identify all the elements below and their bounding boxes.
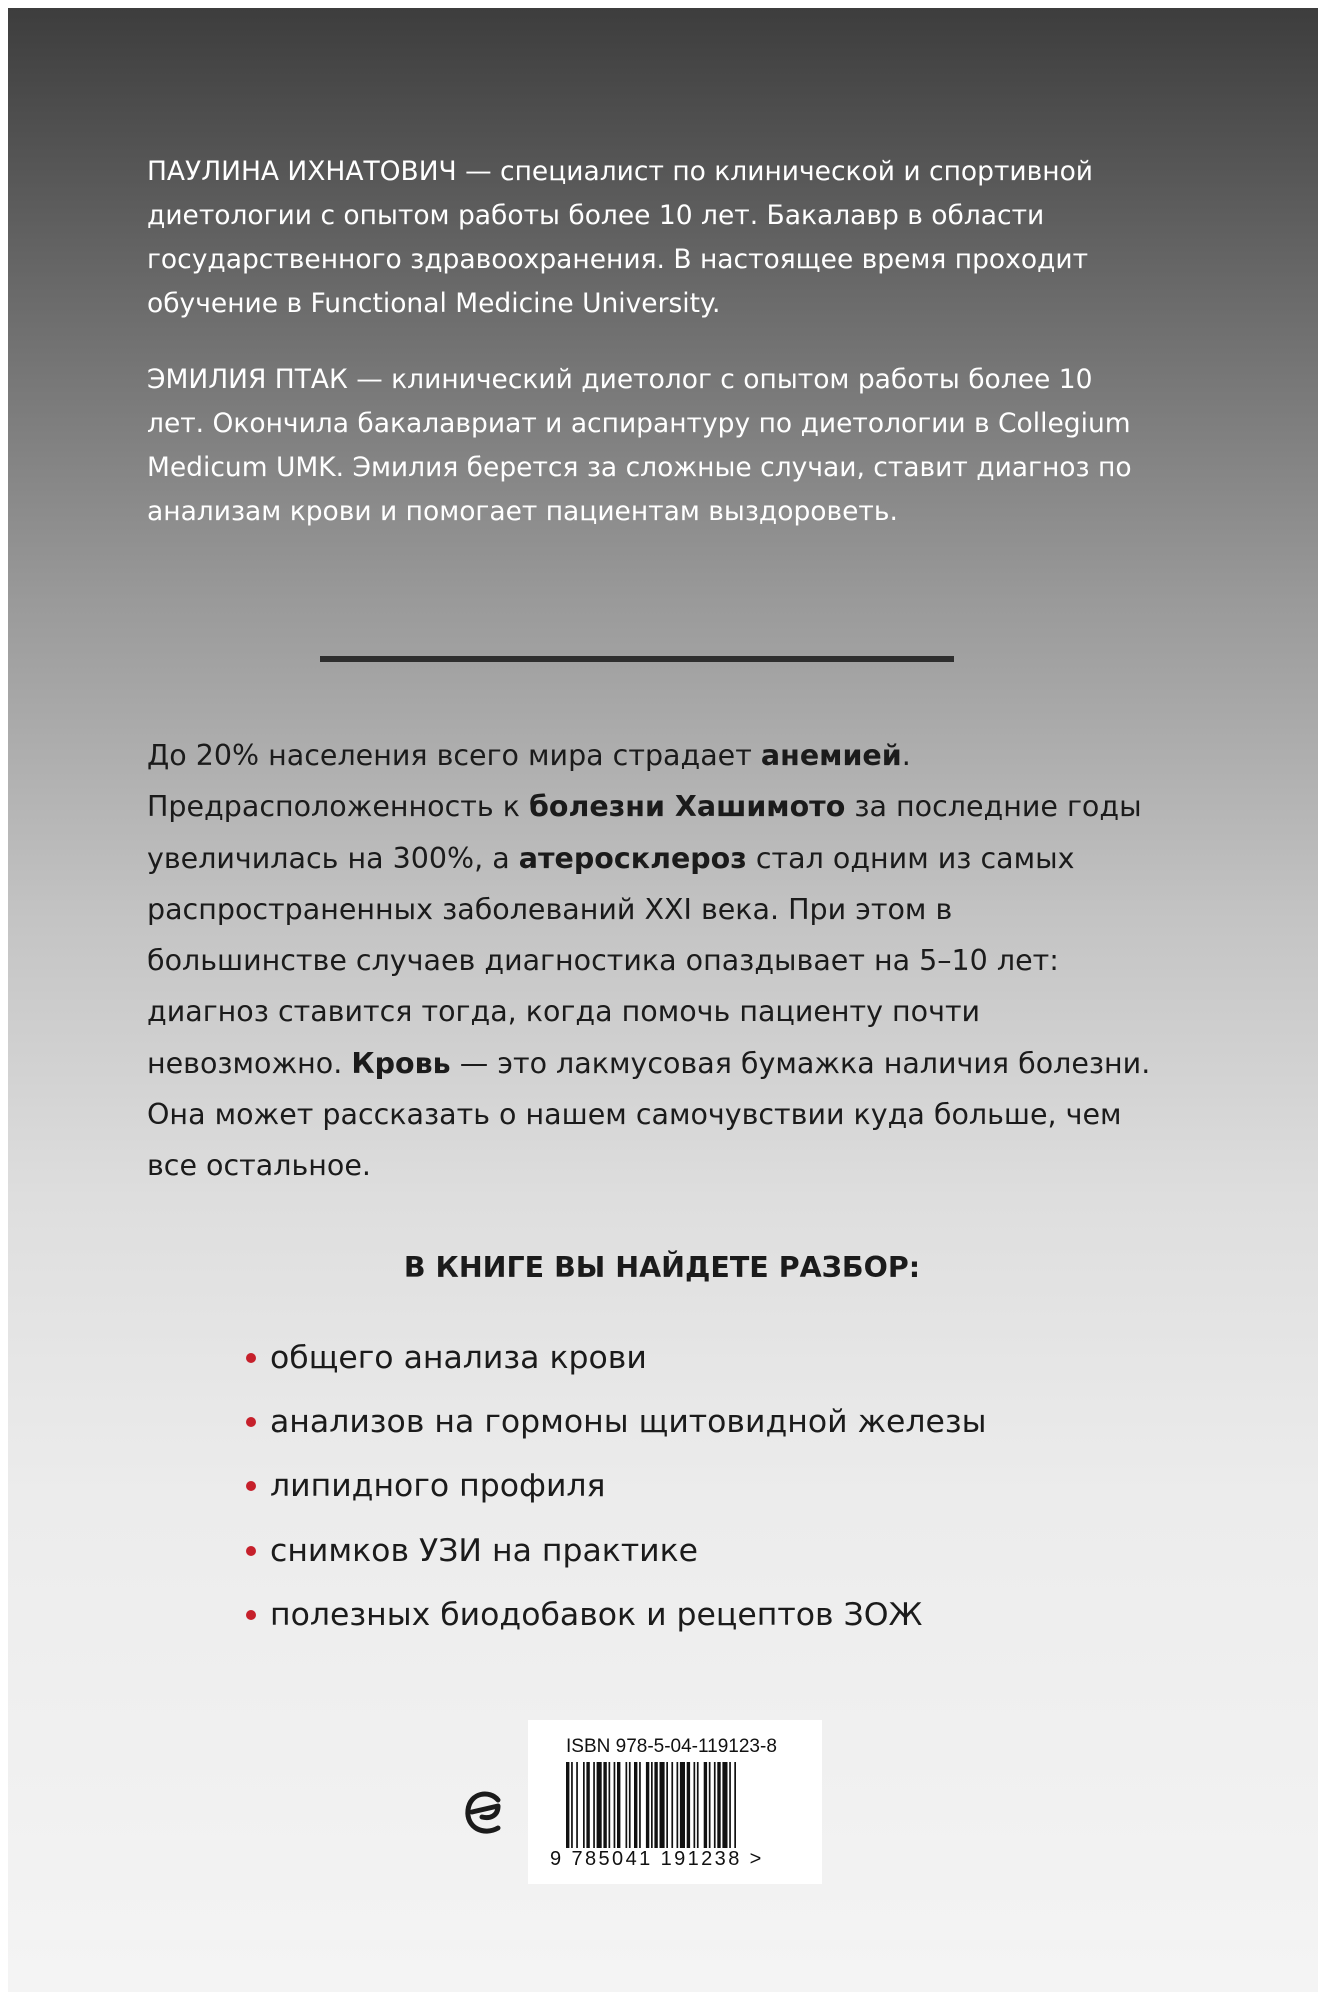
description-text-2: . Предрасположенность к — [147, 739, 911, 824]
description-text-5: — это лакмусовая бумажка наличия болезни. Она может рассказать о нашем самочувствии куда больше, чем все остальное. — [147, 1046, 1151, 1183]
barcode-bar — [714, 1762, 716, 1850]
barcode-bar — [634, 1762, 637, 1850]
author-bio-ikhnatovich: ПАУЛИНА ИХНАТОВИЧ — специалист по клинической и спортивной диетологии с опытом работы более 10 лет. Бакалавр в области государственного здравоохранения. В настоящее время проходит обучение в Functional Medicine University. — [147, 156, 1094, 319]
barcode-bar — [629, 1762, 631, 1850]
barcode-bar — [697, 1762, 699, 1850]
section-divider — [320, 656, 954, 662]
list-item — [240, 1454, 986, 1518]
barcode-bar — [734, 1762, 736, 1858]
barcode-bar — [609, 1762, 611, 1850]
barcode-bar — [651, 1762, 653, 1858]
barcode-bar — [566, 1762, 569, 1858]
bullet-icon — [246, 1353, 256, 1363]
barcode-bar — [576, 1762, 578, 1850]
barcode-bar — [646, 1762, 649, 1850]
list-item — [240, 1390, 986, 1454]
barcode-bar — [571, 1762, 573, 1858]
barcode-bar — [639, 1762, 641, 1850]
book-description — [147, 730, 1157, 1192]
description-text-4: стал одним из самых распространенных заболеваний XXI века. При этом в большинстве случаев диагностика опаздывает на 5–10 лет: диагноз ставится тогда, когда помочь пациенту почти невозможно. — [147, 841, 1075, 1080]
list-item-text: снимков УЗИ на практике — [270, 1532, 699, 1569]
bullet-icon — [246, 1481, 256, 1491]
barcode-bar — [617, 1762, 620, 1850]
barcode-bar — [680, 1762, 685, 1850]
book-contents-list — [240, 1326, 986, 1647]
barcode-bar — [722, 1762, 727, 1850]
bullet-icon — [246, 1417, 256, 1427]
list-item-text: полезных биодобавок и рецептов ЗОЖ — [270, 1596, 923, 1633]
list-item-text: общего анализа крови — [270, 1340, 647, 1376]
barcode-bar — [717, 1762, 720, 1850]
barcode-bar — [593, 1762, 595, 1850]
barcode-bar — [694, 1762, 696, 1850]
barcode-bar — [687, 1762, 690, 1850]
barcode-bar — [583, 1762, 585, 1850]
barcode-bar — [677, 1762, 679, 1850]
list-item — [240, 1519, 986, 1583]
barcode-bar — [660, 1762, 665, 1850]
barcode-bar — [603, 1762, 606, 1850]
publisher-logo-icon — [460, 1786, 506, 1842]
description-text-1: До 20% населения всего мира страдает — [147, 739, 761, 772]
barcode-digits: 9 785041 191238 > — [550, 1848, 764, 1870]
isbn-barcode — [528, 1720, 822, 1884]
book-back-cover — [8, 8, 1318, 1992]
barcode-bar — [614, 1762, 616, 1850]
list-item-text: анализов на гормоны щитовидной железы — [270, 1404, 987, 1441]
description-bold-blood: Кровь — [351, 1046, 451, 1080]
book-contents-heading: В КНИГЕ ВЫ НАЙДЕТЕ РАЗБОР: — [403, 1251, 921, 1284]
barcode-bar — [586, 1762, 589, 1850]
bullet-icon — [246, 1610, 256, 1620]
description-text-3: за последние годы увеличилась на 300%, а — [147, 790, 1142, 875]
description-bold-anemia: анемией — [760, 739, 902, 772]
barcode-bar — [626, 1762, 628, 1850]
isbn-label: ISBN 978-5-04-119123-8 — [566, 1736, 777, 1757]
list-item — [240, 1583, 986, 1647]
barcode-bar — [666, 1762, 668, 1850]
bullet-icon — [246, 1546, 256, 1556]
list-item-text: липидного профиля — [270, 1468, 606, 1505]
author-bio-ptak: ЭМИЛИЯ ПТАК — клинический диетолог с опытом работы более 10 лет. Окончила бакалавриат и аспирантуру по диетологии в Collegium Medicum UMK. Эмилия берется за сложные случаи, ставит диагноз по анализам крови и помогает пациентам выздороветь. — [147, 364, 1132, 527]
description-bold-atherosclerosis: атеросклероз — [518, 841, 747, 875]
barcode-bar — [597, 1762, 602, 1850]
list-item — [240, 1326, 986, 1390]
barcode-bar — [671, 1762, 673, 1850]
barcode-bar — [704, 1762, 707, 1850]
barcode-bars-icon — [564, 1762, 788, 1858]
barcode-bar — [709, 1762, 711, 1850]
description-bold-hashimoto: болезни Хашимото — [529, 790, 846, 824]
barcode-bar — [654, 1762, 657, 1850]
barcode-bar — [729, 1762, 731, 1858]
